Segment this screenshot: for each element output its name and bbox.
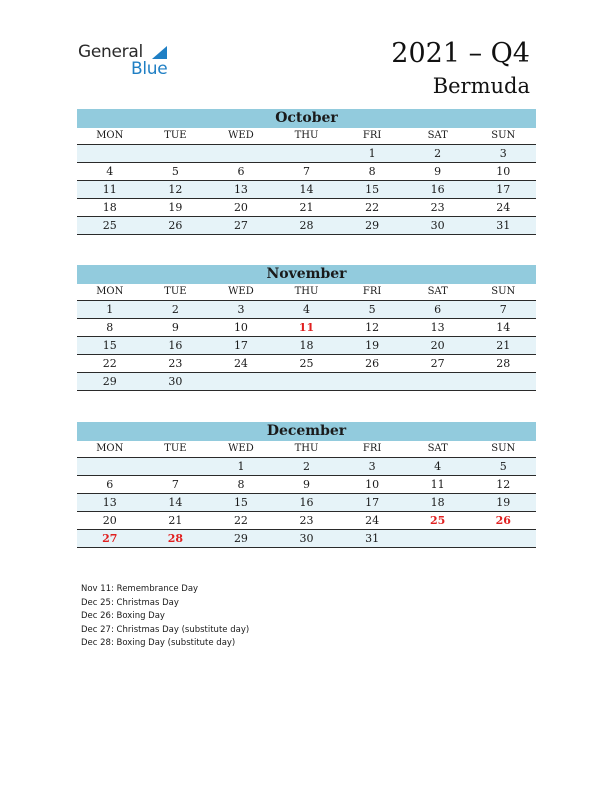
- date-cell: [143, 458, 209, 475]
- week-row: [77, 512, 536, 530]
- weekday-label: WED: [228, 443, 254, 454]
- holiday-note: Dec 27: Christmas Day (substitute day): [81, 624, 250, 635]
- week-row: [77, 337, 536, 355]
- date-cell: 23: [168, 357, 183, 370]
- weekday-label: THU: [294, 443, 319, 454]
- weekday-label: SUN: [491, 286, 516, 297]
- week-row: [77, 530, 536, 548]
- date-cell: 10: [496, 165, 511, 178]
- holiday-notes: [81, 583, 249, 651]
- month-header: October: [77, 109, 536, 128]
- weekday-label: SUN: [491, 130, 516, 141]
- holiday-date: 28: [167, 532, 184, 545]
- date-cell: 16: [430, 183, 445, 196]
- date-cell: 15: [365, 183, 380, 196]
- month-october: [77, 109, 536, 235]
- date-cell: [405, 530, 471, 547]
- date-cell: 7: [303, 165, 311, 178]
- date-cell: 28: [496, 357, 511, 370]
- date-cell: 21: [299, 201, 314, 214]
- week-row: [77, 217, 536, 235]
- week-row: [77, 458, 536, 476]
- date-cell: 17: [233, 339, 248, 352]
- date-cell: 10: [365, 478, 380, 491]
- date-cell: 12: [496, 478, 511, 491]
- holiday-note: Dec 25: Christmas Day: [81, 597, 179, 608]
- date-cell: 30: [168, 375, 183, 388]
- date-cell: 14: [168, 496, 183, 509]
- date-cell: 1: [237, 460, 245, 473]
- date-cell: [274, 145, 340, 162]
- date-cell: [470, 530, 536, 547]
- date-cell: 1: [368, 147, 376, 160]
- logo-word-blue: Blue: [131, 59, 168, 79]
- date-cell: 11: [102, 183, 117, 196]
- weekday-label: FRI: [362, 443, 382, 454]
- holiday-date: 27: [102, 532, 118, 545]
- date-cell: 14: [496, 321, 511, 334]
- weekday-label: FRI: [362, 130, 382, 141]
- date-cell: 3: [368, 460, 376, 473]
- generalblue-logo: [78, 40, 178, 80]
- date-cell: 1: [106, 303, 114, 316]
- date-cell: 9: [434, 165, 442, 178]
- weekday-label: THU: [294, 130, 319, 141]
- date-cell: 20: [233, 201, 248, 214]
- date-cell: 18: [430, 496, 445, 509]
- date-cell: 12: [168, 183, 183, 196]
- date-cell: 25: [102, 219, 117, 232]
- date-cell: 19: [168, 201, 183, 214]
- holiday-date: 26: [495, 514, 511, 527]
- date-cell: 19: [496, 496, 511, 509]
- date-cell: 29: [102, 375, 117, 388]
- date-cell: 7: [171, 478, 179, 491]
- date-cell: 30: [430, 219, 445, 232]
- weekday-label: SAT: [427, 443, 448, 454]
- weekday-label: TUE: [164, 130, 187, 141]
- date-cell: 30: [299, 532, 314, 545]
- date-cell: 21: [168, 514, 183, 527]
- date-cell: 12: [365, 321, 380, 334]
- date-cell: 3: [499, 147, 507, 160]
- holiday-note: Nov 11: Remembrance Day: [81, 584, 199, 594]
- logo-word-general: General: [78, 42, 143, 62]
- holiday-note: Dec 28: Boxing Day (substitute day): [81, 638, 236, 648]
- date-cell: 5: [171, 165, 179, 178]
- week-row: [77, 373, 536, 391]
- date-cell: 21: [496, 339, 511, 352]
- date-cell: 14: [299, 183, 314, 196]
- date-cell: 2: [171, 303, 179, 316]
- weekday-label: MON: [96, 443, 124, 454]
- date-cell: 6: [434, 303, 442, 316]
- date-cell: 7: [499, 303, 507, 316]
- weekday-label: FRI: [362, 286, 382, 297]
- page-title: 2021 – Q4: [391, 38, 530, 69]
- date-cell: [470, 373, 536, 390]
- date-cell: 13: [233, 183, 248, 196]
- date-cell: 24: [365, 514, 380, 527]
- logo-triangle-icon: [152, 46, 167, 59]
- holiday-date: 11: [298, 321, 315, 334]
- date-cell: 26: [168, 219, 183, 232]
- date-cell: 2: [303, 460, 311, 473]
- week-row: [77, 319, 536, 337]
- date-cell: 16: [168, 339, 183, 352]
- date-cell: 4: [303, 303, 311, 316]
- weekday-row: [77, 441, 536, 458]
- weekday-label: SAT: [427, 286, 448, 297]
- date-cell: 28: [299, 219, 314, 232]
- date-cell: 27: [233, 219, 248, 232]
- date-cell: 9: [303, 478, 311, 491]
- date-cell: 5: [499, 460, 507, 473]
- date-cell: 24: [496, 201, 511, 214]
- date-cell: 2: [434, 147, 442, 160]
- weekday-label: THU: [294, 286, 319, 297]
- weekday-row: [77, 128, 536, 145]
- date-cell: 4: [106, 165, 114, 178]
- date-cell: 15: [233, 496, 248, 509]
- month-header: November: [77, 265, 536, 284]
- week-row: [77, 163, 536, 181]
- weekday-label: TUE: [164, 443, 187, 454]
- date-cell: 8: [368, 165, 376, 178]
- week-row: [77, 181, 536, 199]
- weekday-label: MON: [96, 130, 124, 141]
- date-cell: 20: [102, 514, 117, 527]
- date-cell: 18: [102, 201, 117, 214]
- date-cell: 16: [299, 496, 314, 509]
- week-row: [77, 494, 536, 512]
- month-december: [77, 422, 536, 548]
- weekday-label: MON: [96, 286, 124, 297]
- weekday-label: SAT: [427, 130, 448, 141]
- date-cell: 17: [496, 183, 511, 196]
- date-cell: 22: [102, 357, 117, 370]
- date-cell: 27: [430, 357, 445, 370]
- date-cell: 17: [365, 496, 380, 509]
- date-cell: [77, 145, 143, 162]
- date-cell: 20: [430, 339, 445, 352]
- date-cell: [143, 145, 209, 162]
- date-cell: 23: [430, 201, 445, 214]
- month-header: December: [77, 422, 536, 441]
- date-cell: 15: [102, 339, 117, 352]
- date-cell: 29: [233, 532, 248, 545]
- date-cell: 3: [237, 303, 245, 316]
- date-cell: [339, 373, 405, 390]
- date-cell: [208, 373, 274, 390]
- weekday-label: SUN: [491, 443, 516, 454]
- date-cell: 23: [299, 514, 314, 527]
- date-cell: 4: [434, 460, 442, 473]
- date-cell: 22: [233, 514, 248, 527]
- date-cell: 19: [365, 339, 380, 352]
- week-row: [77, 301, 536, 319]
- date-cell: [274, 373, 340, 390]
- date-cell: 13: [102, 496, 117, 509]
- week-row: [77, 199, 536, 217]
- date-cell: 31: [496, 219, 511, 232]
- holiday-date: 25: [430, 514, 446, 527]
- date-cell: 29: [365, 219, 380, 232]
- date-cell: 24: [233, 357, 248, 370]
- date-cell: 8: [106, 321, 114, 334]
- holiday-note: Dec 26: Boxing Day: [81, 611, 165, 621]
- date-cell: 18: [299, 339, 314, 352]
- date-cell: [77, 458, 143, 475]
- weekday-label: WED: [228, 130, 254, 141]
- country-name: Bermuda: [432, 74, 530, 98]
- date-cell: 10: [233, 321, 248, 334]
- week-row: [77, 476, 536, 494]
- date-cell: 26: [365, 357, 380, 370]
- weekday-label: WED: [228, 286, 254, 297]
- week-row: [77, 355, 536, 373]
- date-cell: [208, 145, 274, 162]
- date-cell: 13: [430, 321, 445, 334]
- date-cell: 6: [106, 478, 114, 491]
- date-cell: 25: [299, 357, 314, 370]
- weekday-row: [77, 284, 536, 301]
- date-cell: 22: [365, 201, 380, 214]
- date-cell: 5: [368, 303, 376, 316]
- date-cell: 11: [430, 478, 445, 491]
- date-cell: 8: [237, 478, 245, 491]
- week-row: [77, 145, 536, 163]
- date-cell: 6: [237, 165, 245, 178]
- date-cell: [405, 373, 471, 390]
- date-cell: 31: [365, 532, 380, 545]
- date-cell: 9: [171, 321, 179, 334]
- month-november: [77, 265, 536, 391]
- weekday-label: TUE: [164, 286, 187, 297]
